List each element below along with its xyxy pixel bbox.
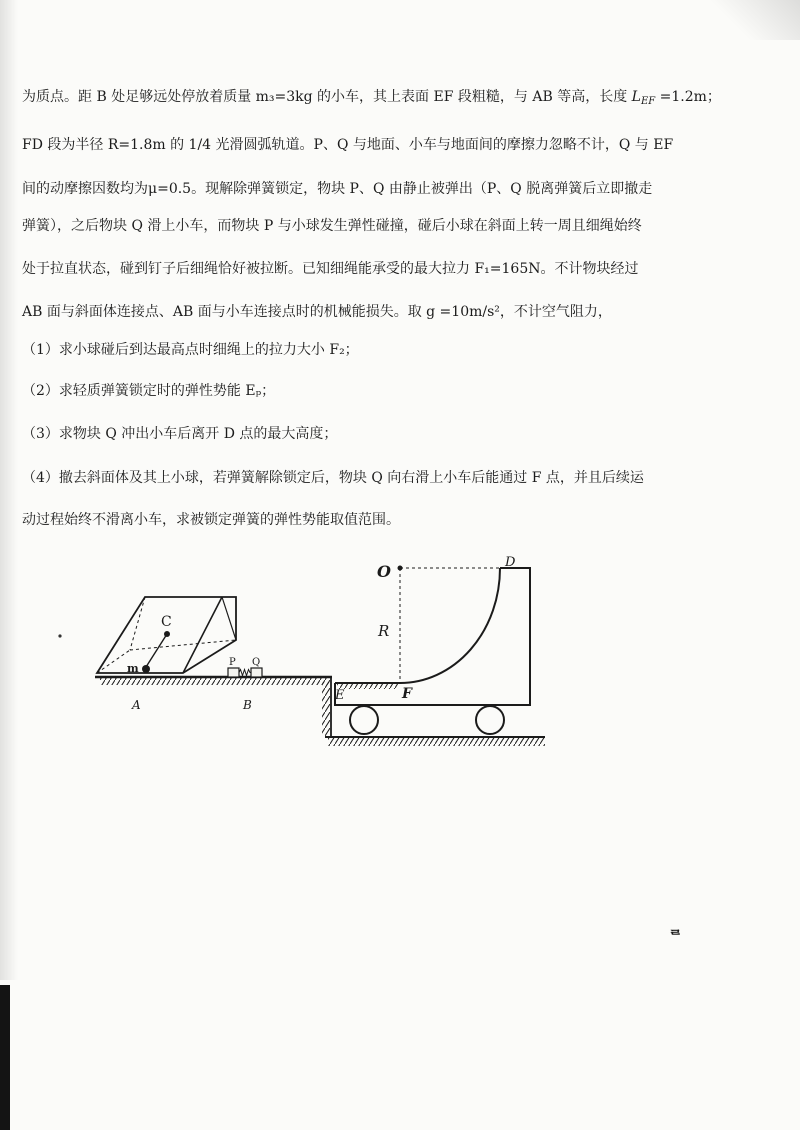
question-1: （1）求小球碰后到达最高点时细绳上的拉力大小 F₂； <box>22 342 359 358</box>
page-number-mark: ᄅ <box>668 928 683 946</box>
text-line-3: 间的动摩擦因数均为μ=0.5。现解除弹簧锁定，物块 P、Q 由静止被弹出（P、Q 脱离弹簧后立即撤走 <box>22 181 653 197</box>
ball-m <box>142 665 150 673</box>
text-line-4: 弹簧），之后物块 Q 滑上小车，而物块 P 与小球发生弹性碰撞，碰后小球在斜面上转一周且细绳始终 <box>22 218 642 234</box>
question-2: （2）求轻质弹簧锁定时的弹性势能 Eₚ； <box>22 383 276 399</box>
label-b: B <box>243 698 252 712</box>
label-o: O <box>377 562 391 581</box>
question-4-line-1: （4）撤去斜面体及其上小球，若弹簧解除锁定后，物块 Q 向右滑上小车后能通过 F 点，并且后续运 <box>22 470 644 486</box>
text-line-1-main: 为质点。距 B 处足够远处停放着质量 m₃=3kg 的小车，其上表面 EF 段粗糙，与 AB 等高，长度 <box>22 89 632 105</box>
length-subscript: EF <box>640 96 656 107</box>
label-d: D <box>505 555 516 570</box>
spring <box>239 670 251 676</box>
incline-hidden-edge-3 <box>97 650 130 673</box>
string <box>146 634 167 667</box>
text-line-5: 处于拉直状态，碰到钉子后细绳恰好被拉断。已知细绳能承受的最大拉力 F₁=165N。不计物块经过 <box>22 261 639 277</box>
cart-arc-fd <box>400 568 500 683</box>
cart-wheel-right <box>476 706 504 734</box>
label-r: R <box>378 622 390 640</box>
incline-hidden-edge-2 <box>130 640 236 650</box>
label-m: m <box>127 662 139 675</box>
scan-speck <box>58 634 61 637</box>
question-3: （3）求物块 Q 冲出小车后离开 D 点的最大高度； <box>22 426 338 442</box>
label-q: Q <box>252 657 261 668</box>
text-line-1-end: =1.2m； <box>655 89 721 105</box>
label-e: E <box>335 688 345 703</box>
label-p: P <box>229 657 236 668</box>
block-p <box>228 668 239 677</box>
label-c: C <box>161 614 172 630</box>
cart-wheel-left <box>350 706 378 734</box>
ground-ab-hatch <box>100 678 330 685</box>
text-line-6: AB 面与斜面体连接点、AB 面与小车连接点时的机械能损失。取 g =10m/s²，不计空气阻力， <box>22 304 612 320</box>
label-f: F <box>402 686 412 702</box>
step-wall-hatch <box>322 682 330 736</box>
incline-hidden-edge-1 <box>130 597 145 650</box>
cart-rough-hatch <box>337 684 398 689</box>
center-o-dot <box>398 566 403 571</box>
length-symbol: L <box>631 89 641 105</box>
label-a: A <box>132 698 141 712</box>
block-q <box>251 668 262 677</box>
text-line-2: FD 段为半径 R=1.8m 的 1/4 光滑圆弧轨道。P、Q 与地面、小车与地面间的摩擦力忽略不计，Q 与 EF <box>22 137 674 153</box>
incline-side-edge <box>222 597 236 640</box>
lower-ground-hatch <box>328 738 545 746</box>
question-4-line-2: 动过程始终不滑离小车，求被锁定弹簧的弹性势能取值范围。 <box>22 512 400 528</box>
